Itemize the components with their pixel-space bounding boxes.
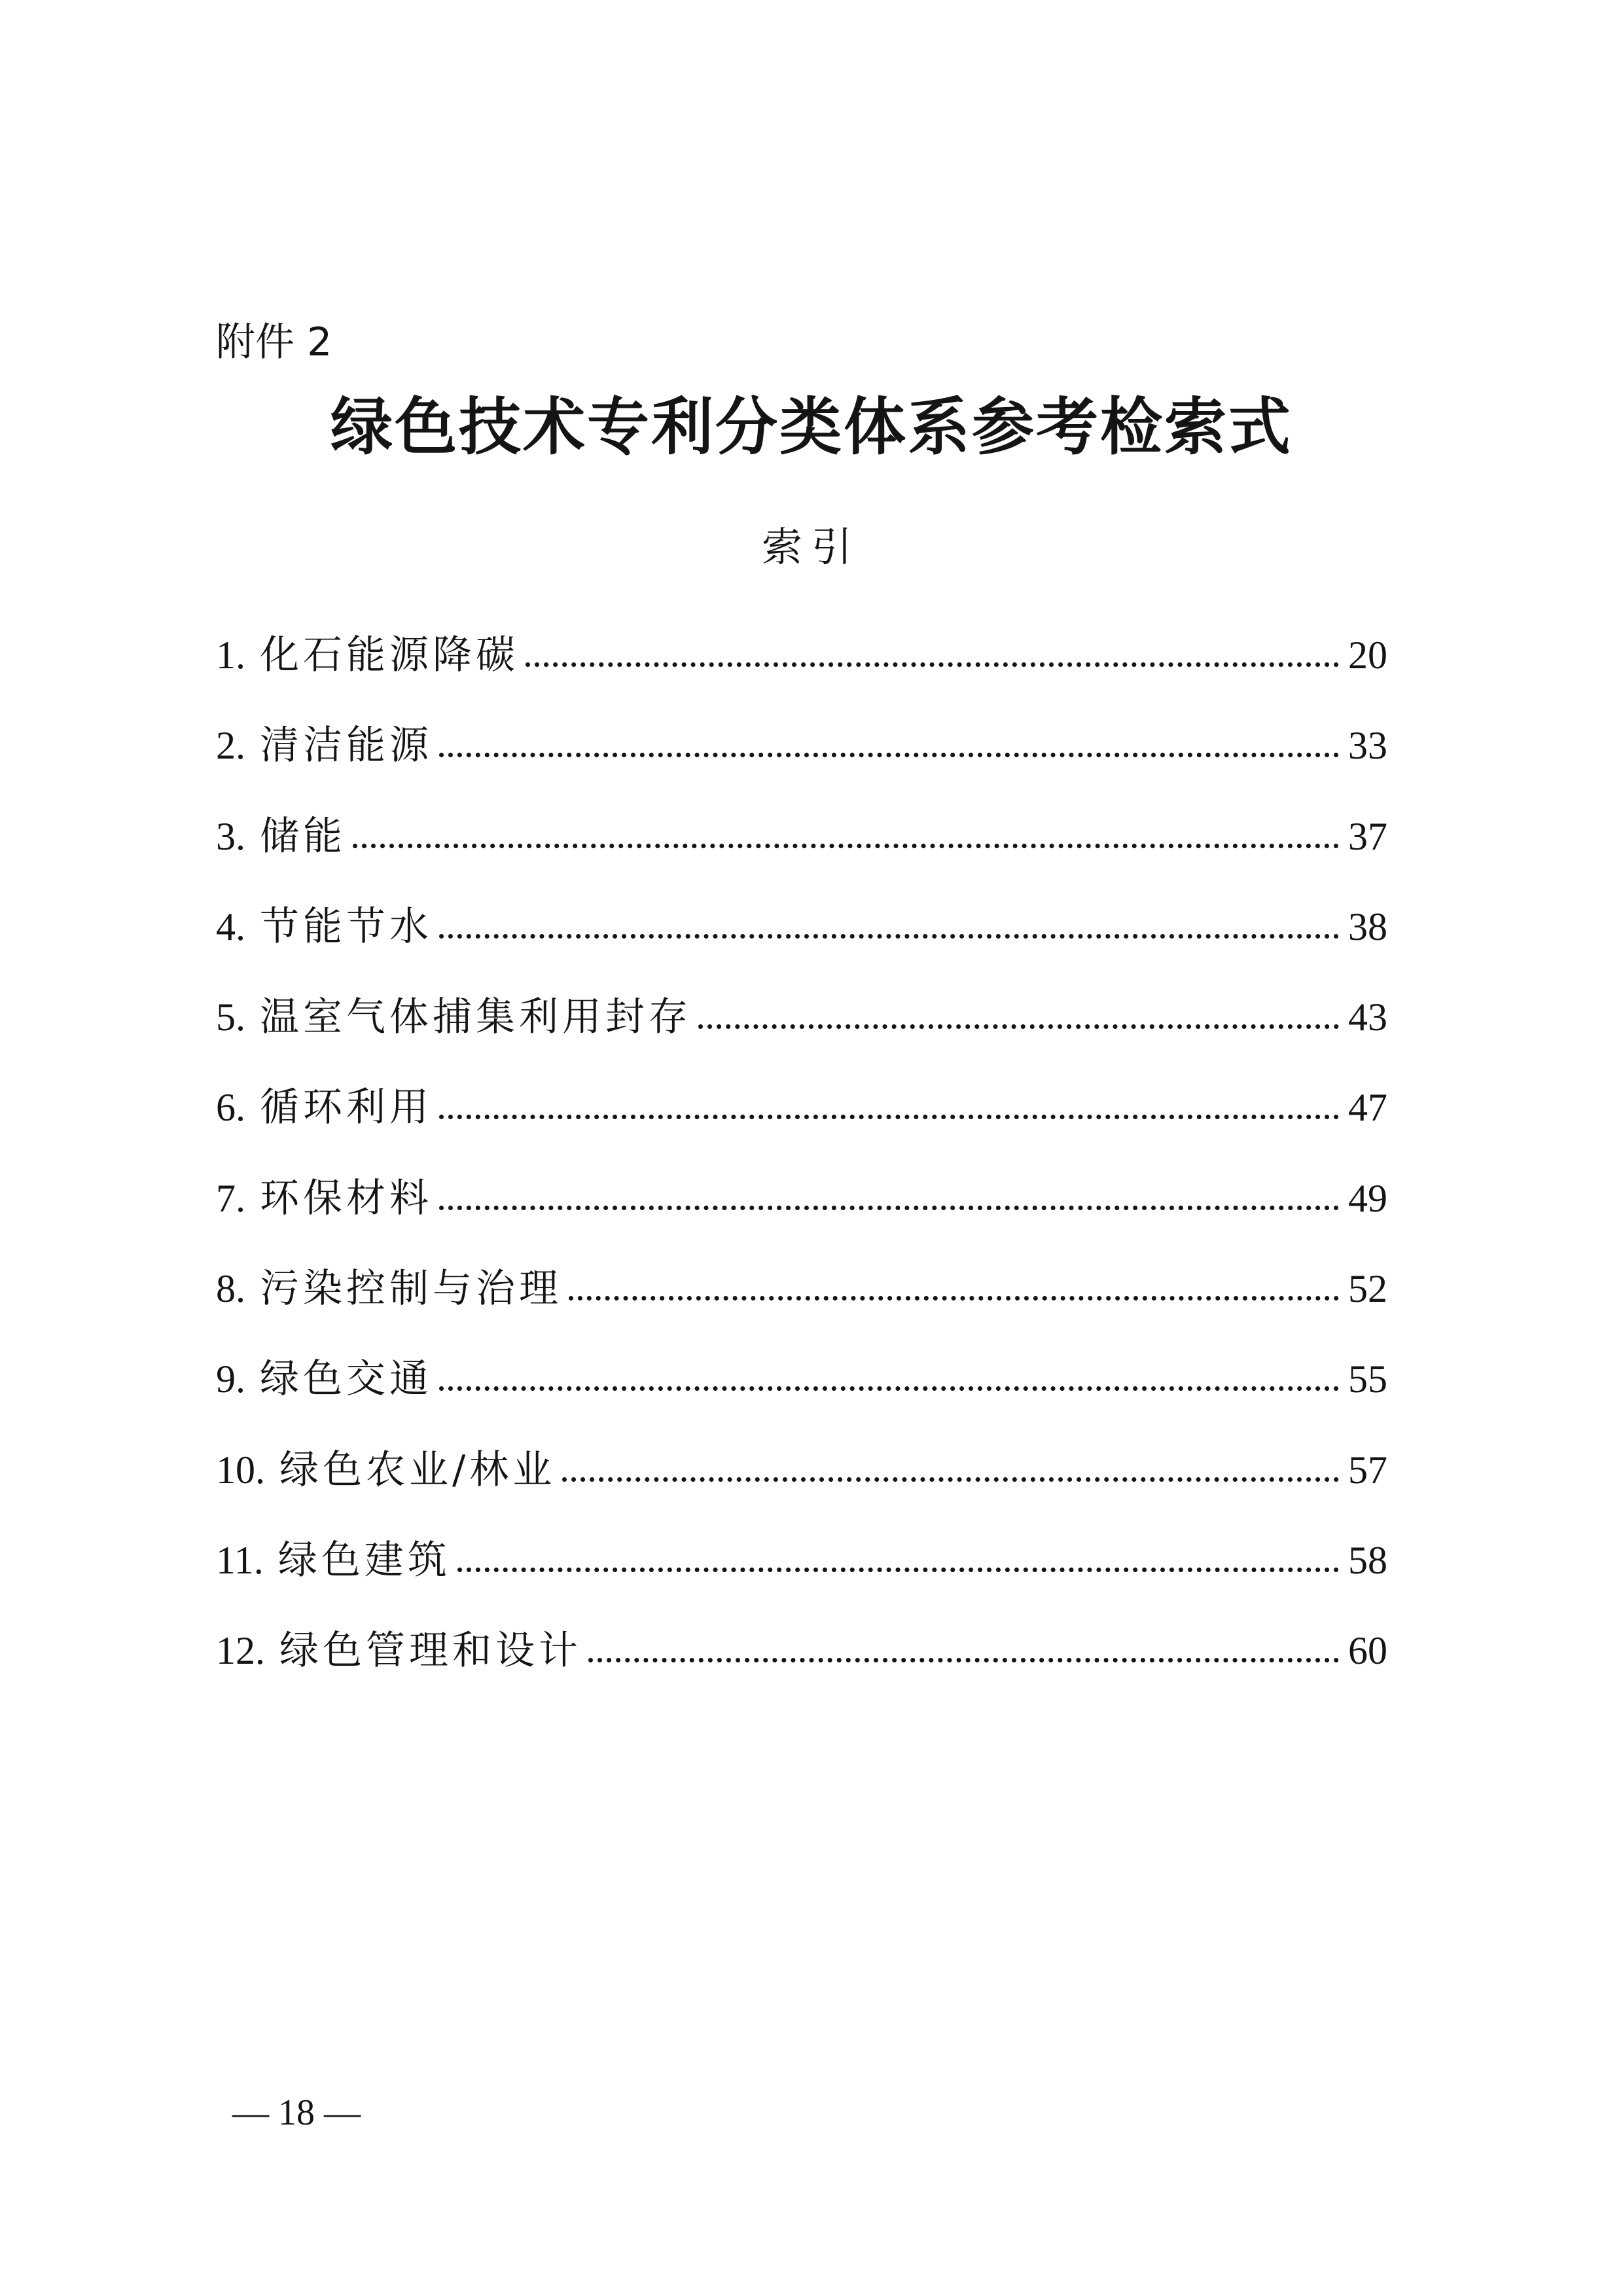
toc-entry-ghg-capture[interactable] bbox=[216, 986, 1387, 1076]
toc-entry-page: 43 bbox=[1348, 996, 1387, 1039]
toc-entry-pollution-control[interactable] bbox=[216, 1257, 1387, 1348]
dot-leader bbox=[353, 844, 1339, 848]
dot-leader bbox=[439, 753, 1339, 757]
dot-leader bbox=[439, 934, 1339, 939]
toc-entry-label: 化石能源降碳 bbox=[260, 632, 519, 678]
toc-entry-number: 6. bbox=[216, 1086, 245, 1130]
toc-entry-energy-water-saving[interactable] bbox=[216, 895, 1387, 986]
toc-entry-number: 1. bbox=[216, 634, 245, 677]
dot-leader bbox=[588, 1658, 1339, 1662]
toc-entry-number: 8. bbox=[216, 1267, 245, 1311]
toc-entry-clean-energy[interactable] bbox=[216, 714, 1387, 804]
toc-entry-number: 12. bbox=[216, 1629, 265, 1673]
toc-entry-page: 37 bbox=[1348, 814, 1387, 858]
attachment-label: 附件 2 bbox=[216, 319, 332, 365]
toc-entry-label: 清洁能源 bbox=[260, 723, 433, 769]
dot-leader bbox=[698, 1024, 1339, 1029]
toc-entry-page: 57 bbox=[1348, 1448, 1387, 1492]
toc-entry-green-management-design[interactable] bbox=[216, 1619, 1387, 1710]
toc-entry-page: 38 bbox=[1348, 905, 1387, 948]
toc-entry-number: 7. bbox=[216, 1176, 245, 1220]
toc-entry-label: 绿色农业/林业 bbox=[279, 1446, 556, 1493]
dot-leader bbox=[439, 1206, 1339, 1210]
page-number: — 18 — bbox=[232, 2092, 361, 2133]
toc-entry-number: 10. bbox=[216, 1448, 265, 1492]
toc-entry-number: 11. bbox=[216, 1538, 264, 1582]
toc-entry-number: 9. bbox=[216, 1357, 245, 1401]
dot-leader bbox=[526, 662, 1339, 667]
toc-entry-page: 49 bbox=[1348, 1176, 1387, 1220]
toc-entry-label: 环保材料 bbox=[260, 1175, 433, 1221]
dot-leader bbox=[562, 1477, 1339, 1482]
dot-leader bbox=[439, 1386, 1339, 1391]
toc-entry-energy-storage[interactable] bbox=[216, 805, 1387, 895]
toc-entry-page: 52 bbox=[1348, 1267, 1387, 1311]
toc-entry-page: 33 bbox=[1348, 724, 1387, 768]
toc-entry-label: 温室气体捕集利用封存 bbox=[260, 994, 692, 1041]
toc-entry-green-agriculture-forestry[interactable] bbox=[216, 1439, 1387, 1529]
toc-entry-label: 污染控制与治理 bbox=[260, 1266, 562, 1312]
table-of-contents bbox=[216, 624, 1387, 1710]
toc-entry-number: 3. bbox=[216, 814, 245, 858]
toc-entry-page: 58 bbox=[1348, 1538, 1387, 1582]
toc-entry-fossil-energy-decarbonization[interactable] bbox=[216, 624, 1387, 714]
toc-entry-recycling[interactable] bbox=[216, 1076, 1387, 1166]
toc-entry-number: 2. bbox=[216, 724, 245, 768]
toc-entry-eco-materials[interactable] bbox=[216, 1167, 1387, 1257]
toc-entry-page: 20 bbox=[1348, 634, 1387, 677]
toc-entry-number: 4. bbox=[216, 905, 245, 948]
toc-entry-label: 绿色交通 bbox=[260, 1356, 433, 1403]
toc-entry-label: 储能 bbox=[260, 813, 346, 859]
dot-leader bbox=[569, 1296, 1339, 1300]
toc-entry-label: 绿色建筑 bbox=[277, 1537, 451, 1583]
toc-entry-page: 47 bbox=[1348, 1086, 1387, 1130]
index-heading: 索引 bbox=[761, 523, 861, 571]
toc-entry-green-building[interactable] bbox=[216, 1529, 1387, 1619]
document-title: 绿色技术专利分类体系参考检索式 bbox=[330, 391, 1293, 463]
toc-entry-label: 绿色管理和设计 bbox=[279, 1628, 582, 1674]
toc-entry-green-transport[interactable] bbox=[216, 1348, 1387, 1438]
toc-entry-page: 60 bbox=[1348, 1629, 1387, 1673]
dot-leader bbox=[457, 1568, 1339, 1572]
toc-entry-number: 5. bbox=[216, 996, 245, 1039]
toc-entry-label: 节能节水 bbox=[260, 903, 433, 950]
dot-leader bbox=[439, 1115, 1339, 1119]
toc-entry-page: 55 bbox=[1348, 1357, 1387, 1401]
toc-entry-label: 循环利用 bbox=[260, 1085, 433, 1131]
